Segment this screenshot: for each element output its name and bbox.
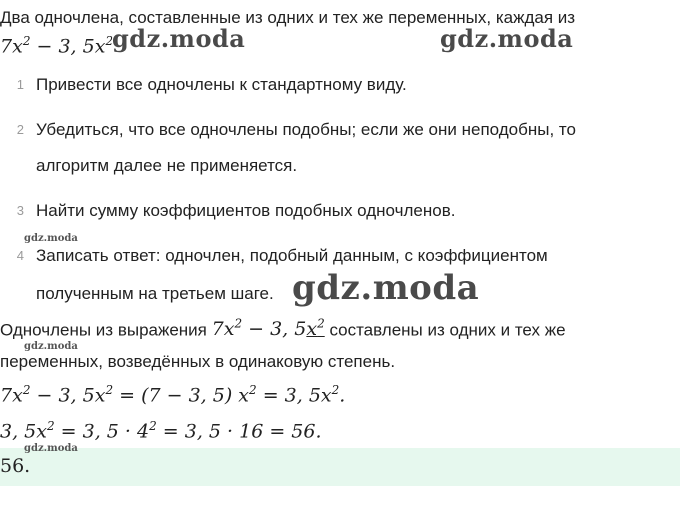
step-number: 2: [16, 122, 24, 137]
step-text-continued: полученным на третьем шаге.: [36, 284, 274, 303]
step-text: Привести все одночлены к стандартному виду.: [36, 75, 407, 94]
calculation-line: 3, $5x^2 = 3$, $5 \cdot 4^2 = 3$, 5 · 16 = 56.: [0, 419, 322, 443]
answer-box: [0, 448, 680, 486]
step-number: 1: [16, 77, 24, 92]
step-text-continued: алгоритм далее не применяется.: [36, 156, 298, 175]
answer-value: 56.: [0, 455, 31, 477]
header-expression: $7x^2 - 3$, $5x^2$: [0, 34, 114, 58]
watermark: gdz.moda: [292, 268, 480, 308]
step-text: Записать ответ: одночлен, подобный данным, с коэффициентом: [36, 246, 548, 265]
calculation-line: $7x^2 - 3$, $5x^2 = (7 - 3$, 5) $x^2 = 3$, $5x^2$.: [0, 383, 346, 407]
watermark: gdz.moda: [112, 24, 246, 53]
step-text: Убедиться, что все одночлены подобны; если же они неподобны, то: [36, 120, 576, 139]
watermark-small: gdz.moda: [24, 443, 78, 454]
explanation-text-continued: переменных, возведённых в одинаковую степень.: [0, 352, 396, 371]
explanation-text: Одночлены из выражения $7x^2 - 3$, $5x^2$ составлены из одних и тех же: [0, 317, 566, 341]
header-text: Два одночлена, составленные из одних и тех же переменных, каждая из: [0, 8, 576, 27]
step-text: Найти сумму коэффициентов подобных одночленов.: [36, 201, 456, 220]
watermark: gdz.moda: [440, 24, 574, 53]
step-number: 3: [16, 203, 24, 218]
watermark-small: gdz.moda: [24, 341, 78, 352]
watermark-small: gdz.moda: [24, 233, 78, 244]
step-number: 4: [16, 248, 24, 263]
